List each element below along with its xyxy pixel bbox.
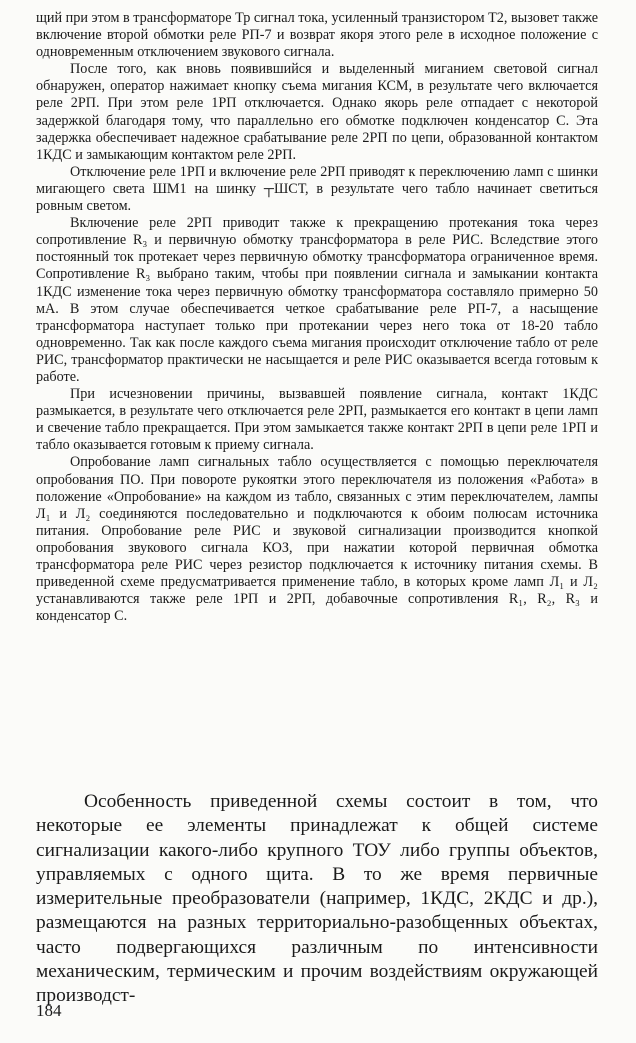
paragraph: После того, как вновь появившийся и выделенный миганием световой сигнал обнаружен, оператор нажимает кнопку съема мигания КСМ, в результате чего включается реле 2РП. При этом реле 1РП отключается. Однако якорь реле отпадает с некоторой задержкой благодаря тому, что параллельно его обмотке подключен конденсатор С. Эта задержка обеспечивает надежное срабатывание реле 2РП по цепи, образованной контактом 1КДС и замыкающим контактом реле 2РП.: [36, 61, 598, 163]
main-text-block: [36, 790, 598, 1009]
paragraph: При исчезновении причины, вызвавшей появление сигнала, контакт 1КДС размыкается, в результате чего отключается реле 2РП, размыкается его контакт в цепи ламп и свечение табло прекращается. При этом замыкается также контакт 2РП в цепи реле 1РП и табло оказывается готовым к приему сигнала.: [36, 386, 598, 454]
paragraph: Включение реле 2РП приводит также к прекращению протекания тока через сопротивление R₃ и первичную обмотку трансформатора в реле РИС. Вследствие этого постоянный ток протекает через первичную обмотку трансформатора ограниченное время. Сопротивление R₃ выбрано таким, чтобы при появлении сигнала и замыкании контакта 1КДС изменение тока через первичную обмотку трансформатора составляло примерно 50 мА. В этом случае обеспечивается четкое срабатывание реле РП-7, а насыщение трансформатора наступает только при протекании через него тока от 18-20 табло одновременно. Так как после каждого съема мигания происходит отключение табло от реле РИС, трансформатор практически не насыщается и реле РИС оказывается всегда готовым к работе.: [36, 215, 598, 385]
small-print-text-block: [36, 10, 598, 625]
page-number: 184: [36, 1001, 62, 1020]
paragraph: Особенность приведенной схемы состоит в том, что некоторые ее элементы принадлежат к общей системе сигнализации какого-либо крупного ТОУ либо группы объектов, управляемых с одного щита. В то же время первичные измерительные преобразователи (например, 1КДС, 2КДС и др.), размещаются на разных территориально-разобщенных объектах, часто подвергающихся различным по интенсивности механическим, термическим и прочим воздействиям окружающей производст-: [36, 791, 598, 1007]
paragraph: Опробование ламп сигнальных табло осуществляется с помощью переключателя опробования ПО. При повороте рукоятки этого переключателя из положения «Работа» в положение «Опробование» на каждом из табло, связанных с этим переключателем, лампы Л₁ и Л₂ соединяются последовательно и подключаются к обоим полюсам источника питания. Опробование реле РИС и звуковой сигнализации производится кнопкой опробования звукового сигнала КОЗ, при нажатии которой первичная обмотка трансформатора реле РИС через резистор подключается к источнику питания схемы. В приведенной схеме предусматривается применение табло, в которых кроме ламп Л₁ и Л₂ устанавливаются также реле 1РП и 2РП, добавочные сопротивления R₁, R₂, R₃ и конденсатор С.: [36, 454, 598, 625]
paragraph: Отключение реле 1РП и включение реле 2РП приводят к переключению ламп с шинки мигающего света ШМ1 на шинку ┬ШСТ, в результате чего табло начинает светиться ровным светом.: [36, 163, 598, 215]
paragraph-continuation: щий при этом в трансформаторе Тр сигнал тока, усиленный транзистором Т2, вызовет также включение второй обмотки реле РП-7 и возврат якоря этого реле в исходное положение с одновременным отключением звукового сигнала.: [36, 10, 598, 61]
